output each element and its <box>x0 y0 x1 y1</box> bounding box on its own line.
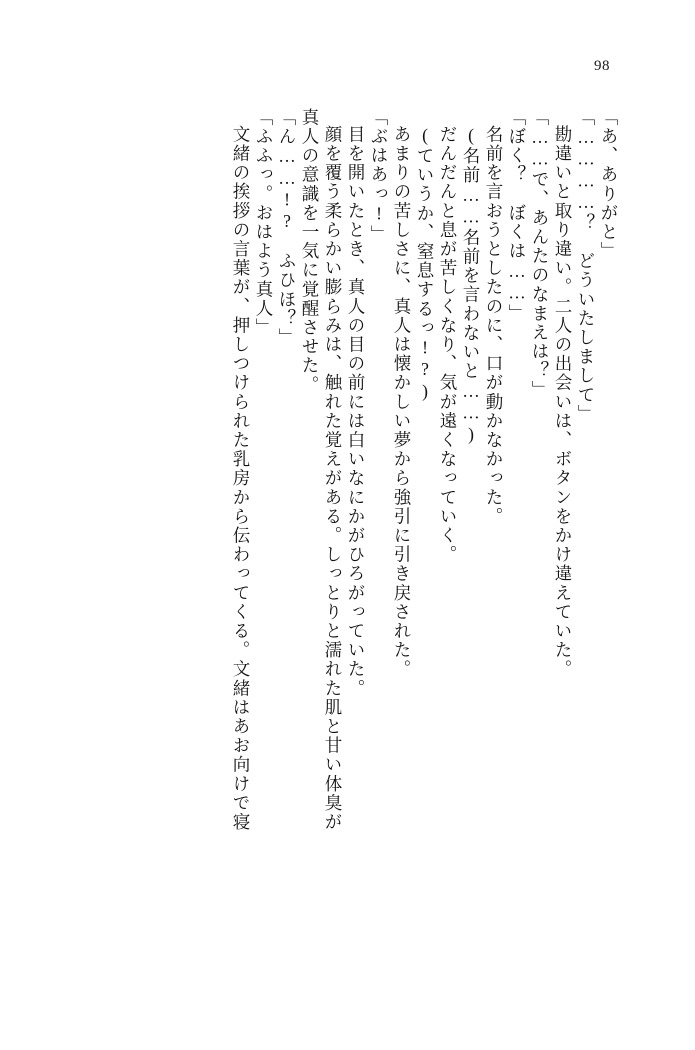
text-line: 「ぶはあっ!」 <box>369 108 389 245</box>
text-line: だんだんと息が苦しくなり、気が遠くなっていく。 <box>438 125 458 565</box>
text-line: 勘違いと取り違い。二人の出会いは、ボタンをかけ違えていた。 <box>553 125 573 679</box>
text-line: 「ふふっ。おはよう真人」 <box>254 108 274 338</box>
text-line: あまりの苦しさに、真人は懐かしい夢から強引に引き戻された。 <box>392 125 412 679</box>
text-line: (ていうか、窒息するっ!?) <box>415 125 435 403</box>
text-line: 「…………？ どういたしまして」 <box>576 108 596 424</box>
text-line: (名前……名前を言わないと……) <box>461 125 481 446</box>
text-line: 「……で、あんたのなまえは？」 <box>530 108 550 400</box>
body-text <box>52 108 617 1002</box>
text-line: 文緒の挨拶の言葉が、押しつけられた乳房から伝わってくる。文緒はあお向けで寝 <box>231 125 251 832</box>
text-line: 名前を言おうとしたのに、口が動かなかった。 <box>484 125 504 527</box>
page-number: 98 <box>594 58 610 74</box>
text-line: 目を開いたとき、真人の目の前には白いなにかがひろがっていた。 <box>346 125 366 698</box>
text-line: 顔を覆う柔らかい膨らみは、触れた覚えがある。しっとりと濡れた肌と甘い体臭が <box>323 125 343 832</box>
text-line: 「ぼく？ ぼくは……」 <box>507 108 527 324</box>
text-line: 「ん……!? ふひほ？」 <box>277 108 297 348</box>
text-line: 「あ、ありがと」 <box>599 108 619 261</box>
text-line: 真人の意識を一気に覚醒させた。 <box>300 108 320 395</box>
